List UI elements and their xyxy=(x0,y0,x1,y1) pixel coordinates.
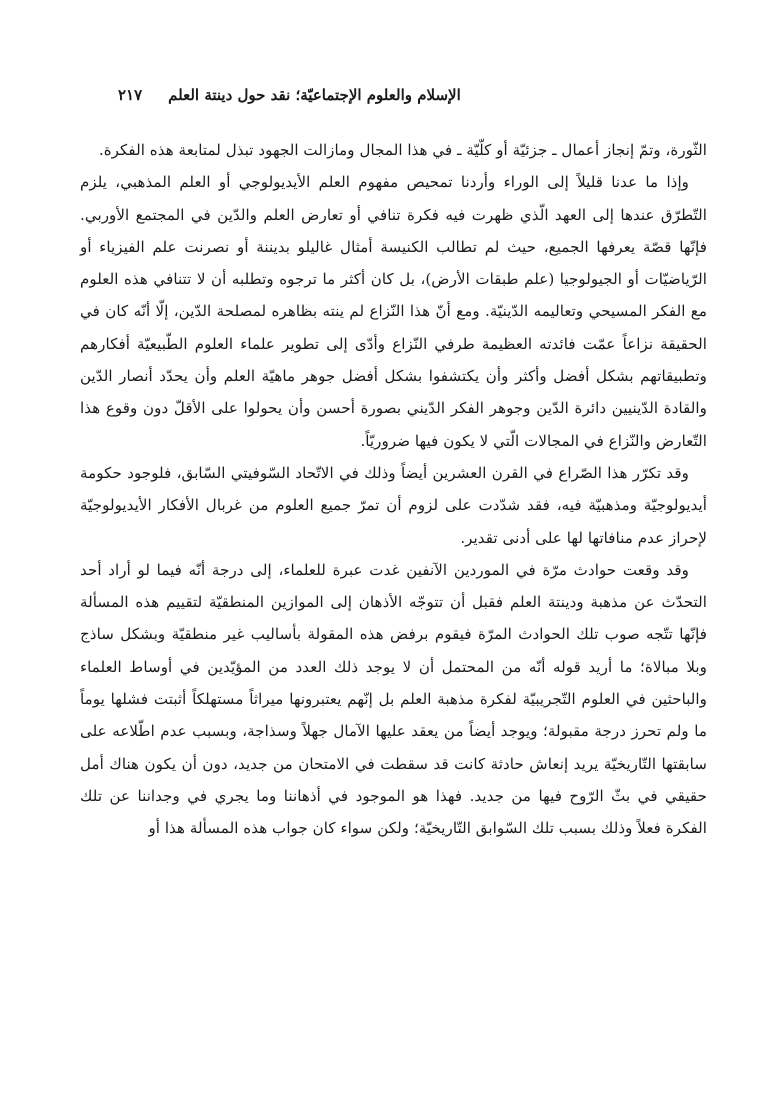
paragraph: وقد وقعت حوادث مرّة في الموردين الآنفين غدت عبرة للعلماء، إلى درجة أنّه فيما لو أراد أحد التحدّث عن مذهبة ودينتة العلم فقبل أن تتوجّه الأذهان إلى الموازين المنطقيّة لتقييم هذه المسألة فإنّها تتّجه صوب تلك الحوادث المرّة فيقوم برفض هذه المقولة بأساليب غير منطقيّة وبشكل ساذج وبلا مبالاة؛ ما أريد قوله أنّه من المحتمل أن لا يوجد ذلك العدد من المؤيّدين في أوساط العلماء والباحثين في العلوم التّجريبيّة لفكرة مذهبة العلم بل إنّهم يعتبرونها ميراثاً مستهلكاً أثبتت فشلها يوماً ما ولم تحرز درجة مقبولة؛ ويوجد أيضاً من يعقد عليها الآمال جهلاً وسذاجة، وبسبب عدم اطّلاعه على سابقتها التّاريخيّة يريد إنعاش حادثة كانت قد سقطت في الامتحان من جديد، دون أن يكون هناك أمل حقيقي في بثّ الرّوح فيها من جديد. فهذا هو الموجود في أذهاننا وما يجري في وجداننا عن تلك الفكرة فعلاً وذلك بسبب تلك السّوابق التّاريخيّة؛ ولكن سواء كان جواب هذه المسألة هذا أو xyxy=(80,560,707,838)
book-title: الإسلام والعلوم الإجتماعيّة؛ نقد حول دينتة العلم xyxy=(168,86,461,104)
paragraph: الثّورة، وتمّ إنجاز أعمال ـ جزئيّة أو كلّيّة ـ في هذا المجال ومازالت الجهود تبذل لمتابعة هذه الفكرة. xyxy=(98,141,707,159)
running-header xyxy=(118,86,665,110)
body-text xyxy=(80,134,707,845)
paragraph: وقد تكرّر هذا الصّراع في القرن العشرين أيضاً وذلك في الاتّحاد السّوفيتي السّابق، فلوجود حكومة أيديولوجيّة ومذهبيّة فيه، فقد شدّدت على لزوم أن تمرّ جميع العلوم من غربال الأفكار الأيديولوجيّة لإحراز عدم منافاتها لها على أدنى تقدير. xyxy=(80,463,707,547)
page-number: ٢١٧ xyxy=(118,86,143,104)
paragraph: وإذا ما عدنا قليلاً إلى الوراء وأردنا تمحيص مفهوم العلم الأيديولوجي أو العلم المذهبي، يلزم التّطرّق عندها إلى العهد الّذي ظهرت فيه فكرة تنافي أو تعارض العلم والدّين في المجتمع الأوربي. فإنّها قصّة يعرفها الجميع، حيث لم تطالب الكنيسة أمثال غاليلو بديننة أو نصرنت علم الفيزياء أو الرّياضيّات أو الجيولوجيا (علم طبقات الأرض)، بل كان أكثر ما ترجوه وتطلبه أن لا تتنافي هذه العلوم مع الفكر المسيحي وتعاليمه الدّينيّة. ومع أنّ هذا النّزاع لم ينته بظاهره لمصلحة الدّين، إلّا أنّه كان في الحقيقة نزاعاً عمّت فائدته العظيمة طرفي النّزاع وأدّى إلى تطوير علماء العلوم الطّبيعيّة أفكارهم وتطبيقاتهم بشكل أفضل وأكثر وأن يكتشفوا بشكل أفضل جوهر ماهيّة العلم وأن يحدّد أنصار الدّين والقادة الدّينيين دائرة الدّين وجوهر الفكر الدّيني بصورة أحسن وأن يحولوا على الأقلّ دون وقوع هذا التّعارض والنّزاع في المجالات الّتي لا يكون فيها ضروريّاً. xyxy=(80,173,707,450)
